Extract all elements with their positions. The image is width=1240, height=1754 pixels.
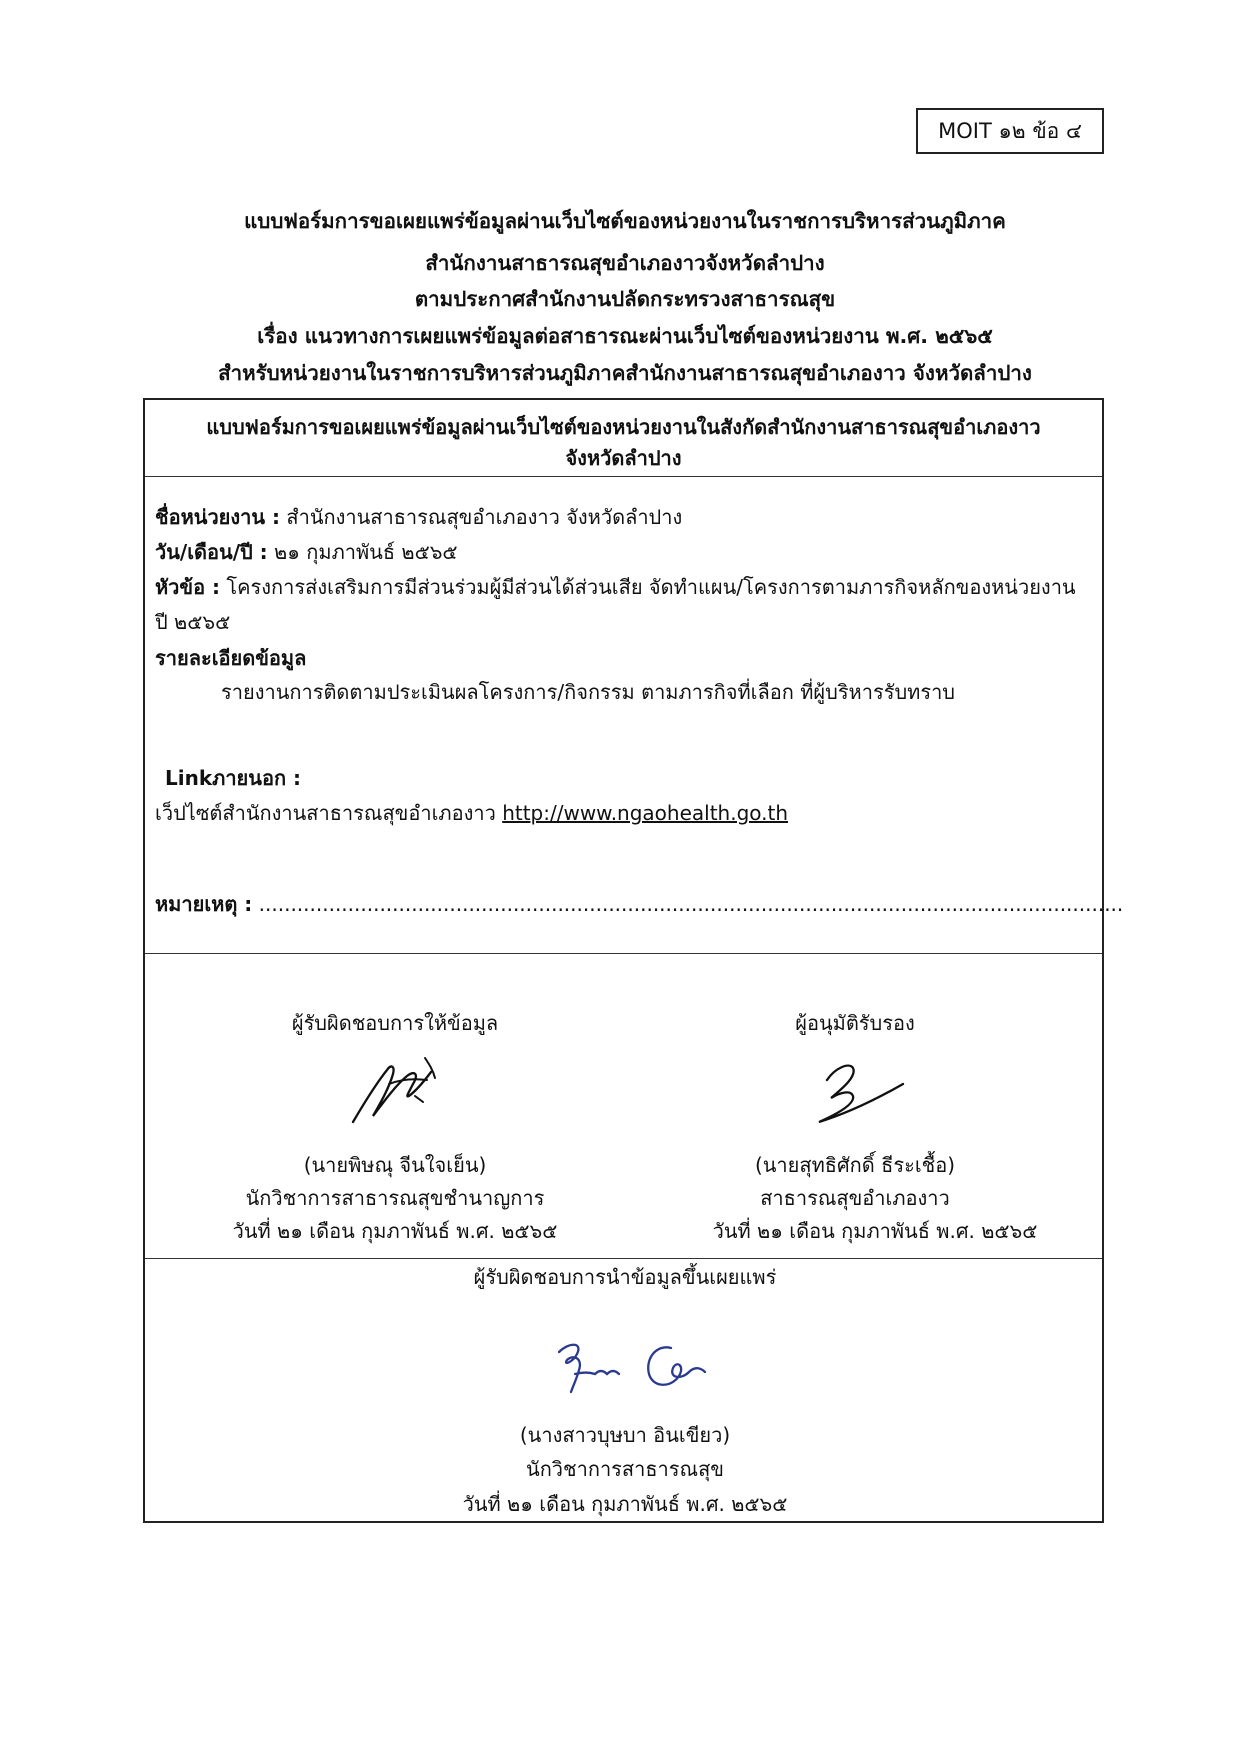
unit-value: สำนักงานสาธารณสุขอำเภองาว จังหวัดลำปาง xyxy=(280,505,683,529)
right-sign-role: ผู้อนุมัติรับรอง xyxy=(795,1011,915,1035)
website-row xyxy=(155,798,788,828)
heading-line-4: เรื่อง แนวทางการเผยแพร่ข้อมูลต่อสาธารณะผ่านเว็บไซต์ของหน่วยงาน พ.ศ. ๒๕๖๕ xyxy=(257,324,993,348)
right-sign-position: สาธารณสุขอำเภองาว xyxy=(760,1186,950,1210)
unit-label: ชื่อหน่วยงาน : xyxy=(155,505,281,529)
form-title-line-1: แบบฟอร์มการขอเผยแพร่ข้อมูลผ่านเว็บไซต์ของหน่วยงานในสังกัดสำนักงานสาธารณสุขอำเภองาว xyxy=(206,415,1041,439)
heading-line-3: ตามประกาศสำนักงานปลัดกระทรวงสาธารณสุข xyxy=(414,287,836,311)
remark-row xyxy=(155,889,1123,919)
topic-value-line-2: ปี ๒๕๖๕ xyxy=(155,610,231,634)
request-form xyxy=(143,398,1124,1523)
heading-line-2: สำนักงานสาธารณสุขอำเภองาวจังหวัดลำปาง xyxy=(425,251,825,275)
moit-label: MOIT ๑๒ ข้อ ๔ xyxy=(938,118,1082,143)
form-title xyxy=(145,412,1102,474)
date-value: ๒๑ กุมภาพันธ์ ๒๕๖๕ xyxy=(267,540,458,564)
left-sign-name: (นายพิษณุ จีนใจเย็น) xyxy=(303,1153,487,1177)
divider-signatures xyxy=(145,953,1102,954)
left-sign-date: วันที่ ๒๑ เดือน กุมภาพันธ์ พ.ศ. ๒๕๖๕ xyxy=(232,1219,558,1243)
divider-publisher xyxy=(145,1258,1102,1259)
detail-text: รายงานการติดตามประเมินผลโครงการ/กิจกรรม ตามภารกิจที่เลือก ที่ผู้บริหารรับทราบ xyxy=(221,680,956,704)
right-sign-name: (นายสุทธิศักดิ์ ธีระเชื้อ) xyxy=(754,1153,956,1177)
link-label: Linkภายนอก : xyxy=(165,766,302,790)
topic-value: โครงการส่งเสริมการมีส่วนร่วมผู้มีส่วนได้ส่วนเสีย จัดทำแผน/โครงการตามภารกิจหลักของหน่วยงาน xyxy=(220,575,1076,599)
website-link[interactable]: http://www.ngaohealth.go.th xyxy=(502,801,789,825)
heading-line-5: สำหรับหน่วยงานในราชการบริหารส่วนภูมิภาคสำนักงานสาธารณสุขอำเภองาว จังหวัดลำปาง xyxy=(218,361,1032,385)
form-title-line-2: จังหวัดลำปาง xyxy=(565,446,682,470)
topic-row xyxy=(155,572,1076,602)
publisher-date: วันที่ ๒๑ เดือน กุมภาพันธ์ พ.ศ. ๒๕๖๕ xyxy=(462,1492,788,1516)
divider-title xyxy=(145,476,1102,477)
date-label: วัน/เดือน/ปี : xyxy=(155,540,268,564)
remark-label: หมายเหตุ : xyxy=(155,892,253,916)
publisher-signature xyxy=(549,1330,719,1410)
right-signature xyxy=(805,1052,915,1132)
remark-dots: ........................................................................................................................................ xyxy=(252,892,1124,916)
detail-label: รายละเอียดข้อมูล xyxy=(155,646,307,670)
publisher-name: (นางสาวบุษบา อินเขียว) xyxy=(519,1423,731,1447)
left-sign-role: ผู้รับผิดชอบการให้ข้อมูล xyxy=(291,1011,499,1035)
right-sign-date: วันที่ ๒๑ เดือน กุมภาพันธ์ พ.ศ. ๒๕๖๕ xyxy=(712,1219,1038,1243)
publisher-role: ผู้รับผิดชอบการนำข้อมูลขึ้นเผยแพร่ xyxy=(473,1265,777,1289)
unit-row xyxy=(155,502,682,532)
topic-label: หัวข้อ : xyxy=(155,575,221,599)
date-row xyxy=(155,537,458,567)
publisher-position: นักวิชาการสาธารณสุข xyxy=(526,1457,724,1481)
left-signature xyxy=(335,1050,455,1130)
heading-line-1: แบบฟอร์มการขอเผยแพร่ข้อมูลผ่านเว็บไซต์ของหน่วยงานในราชการบริหารส่วนภูมิภาค xyxy=(244,209,1006,233)
left-sign-position: นักวิชาการสาธารณสุขชำนาญการ xyxy=(245,1186,545,1210)
moit-label-box xyxy=(916,108,1104,154)
website-text: เว็ปไซต์สำนักงานสาธารณสุขอำเภองาว xyxy=(155,801,503,825)
